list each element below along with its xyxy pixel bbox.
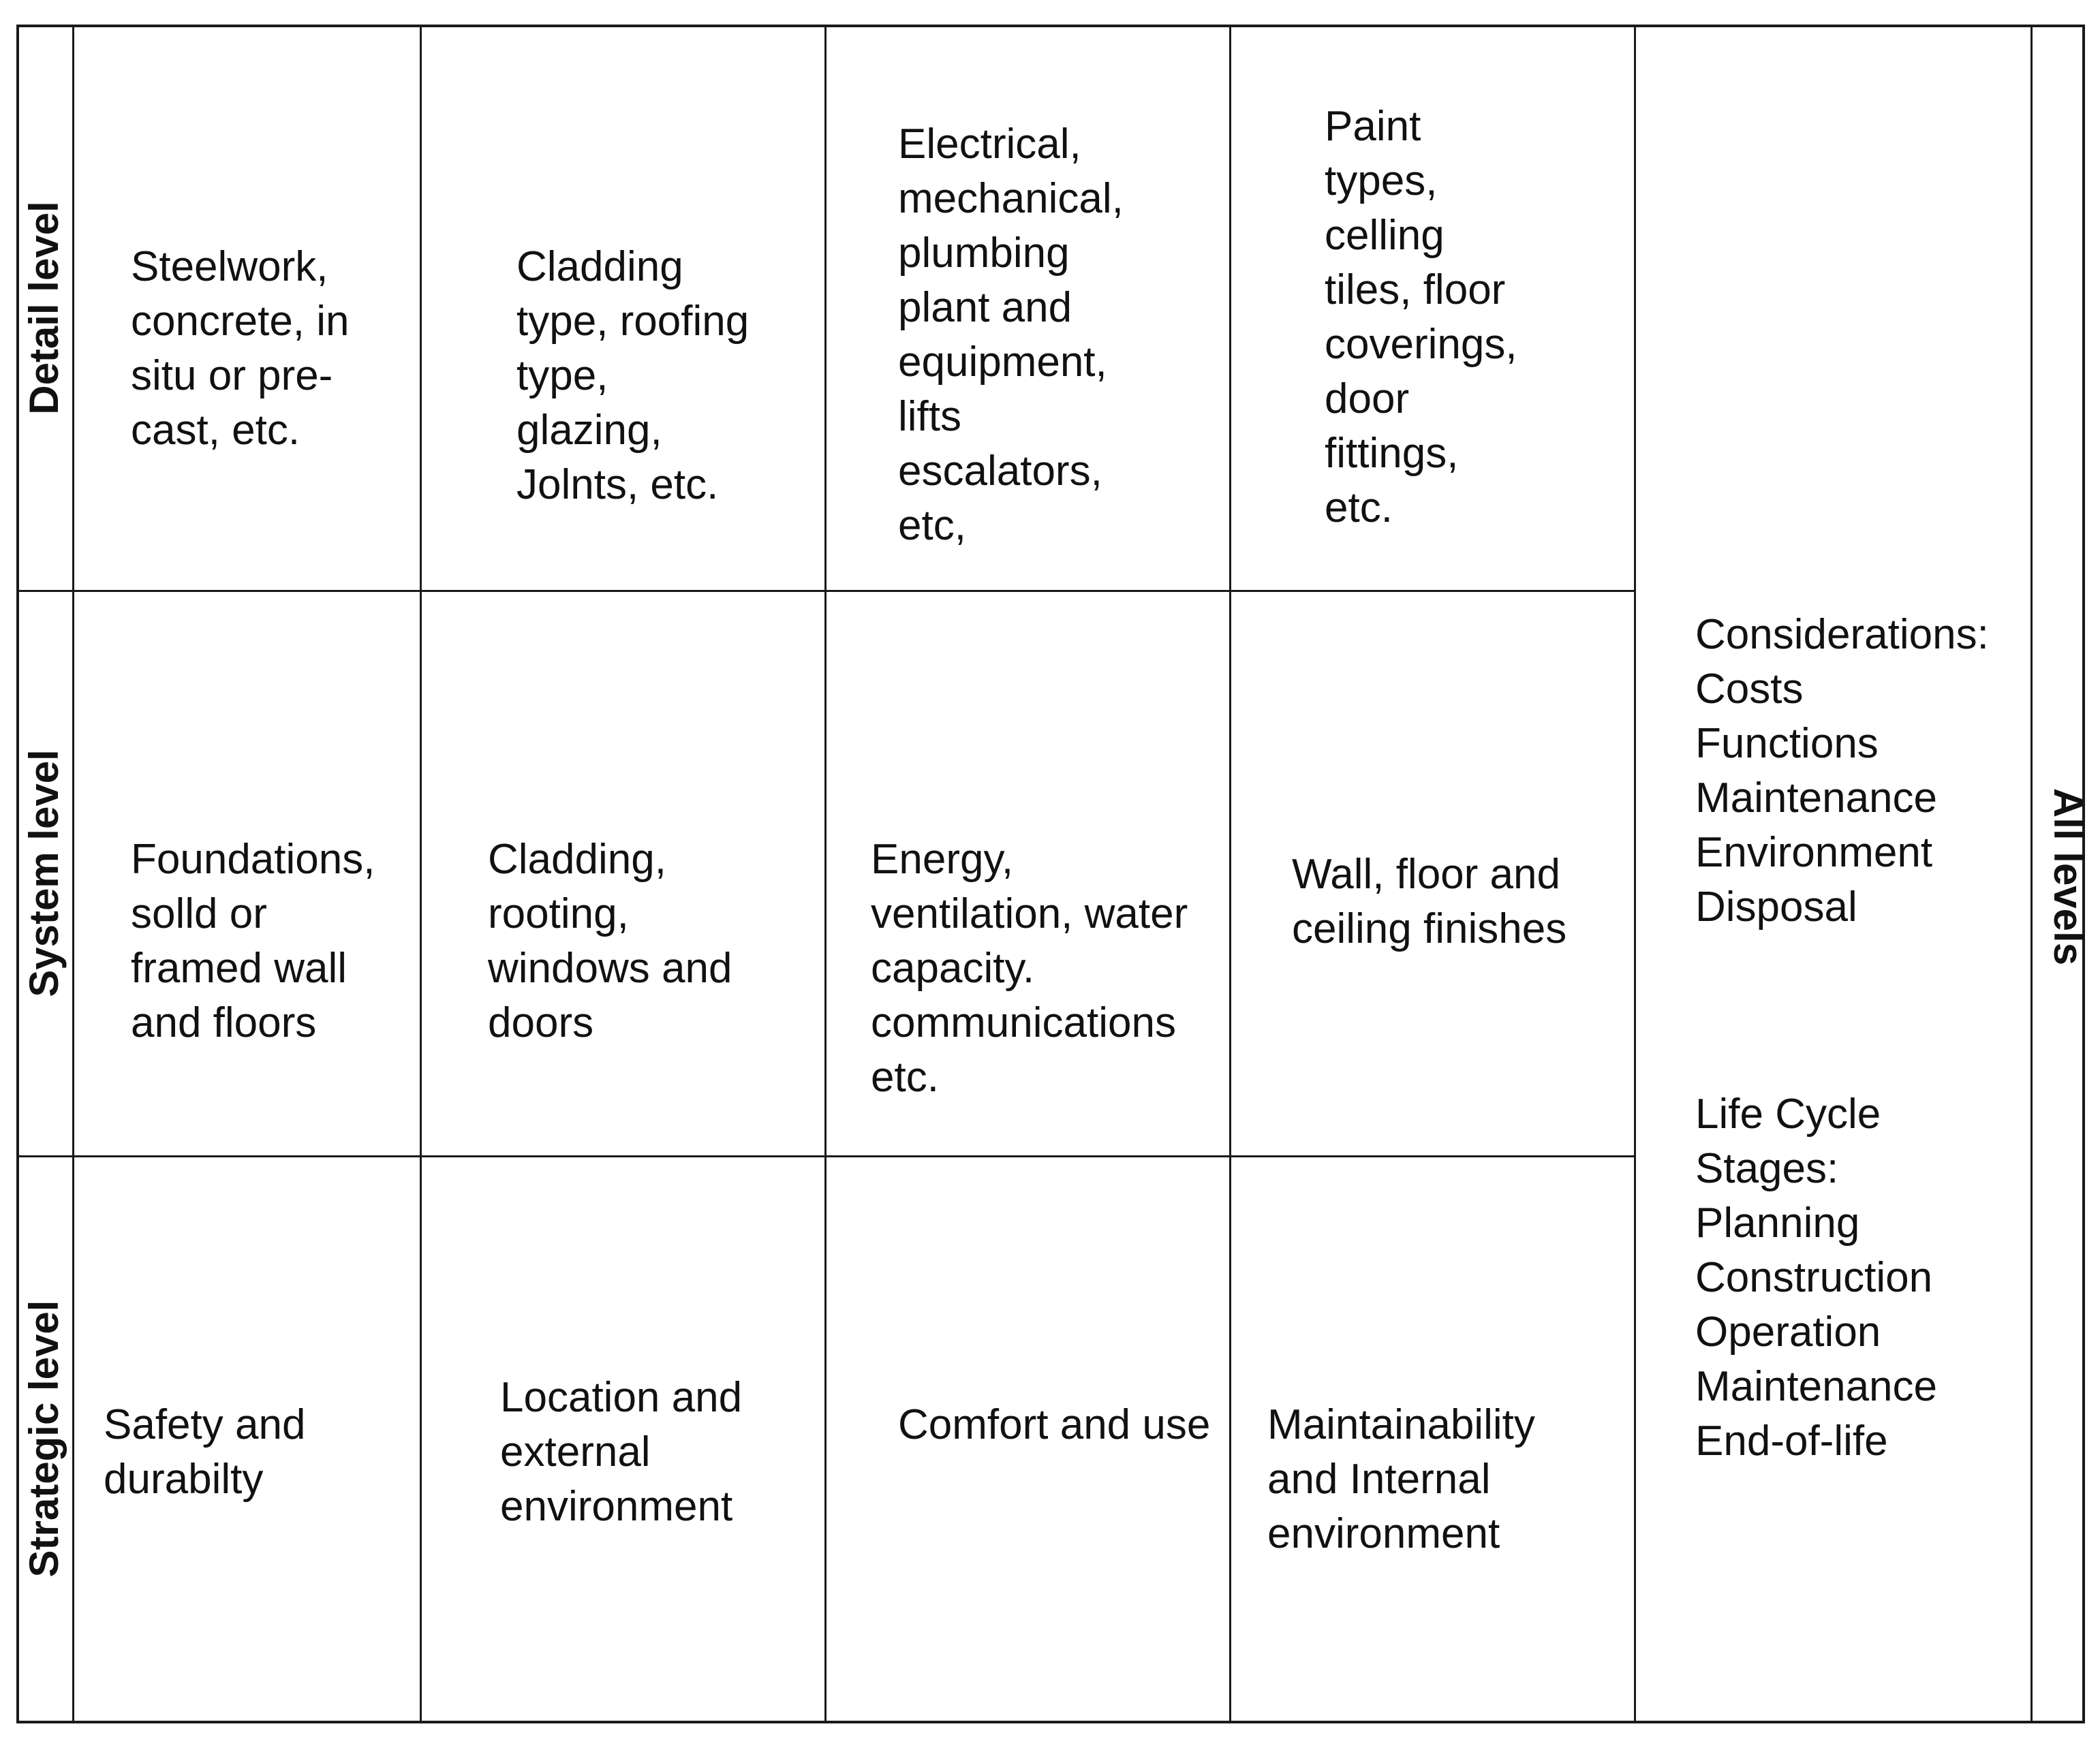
system-structure-cell: Foundations, solld or framed wall and floors [131, 836, 375, 1046]
grid-line-h1 [16, 590, 1635, 592]
strategic-finishes-cell: Maintainability and Internal environment [1267, 1401, 1535, 1557]
detail-finishes-cell: Paint types, celling tiles, floor coverings, door fittings, etc. [1325, 103, 1517, 531]
system-finishes-cell: Wall, floor and ceiling finishes [1292, 851, 1567, 952]
detail-envelope-cell: Cladding type, roofing type, glazing, Jolnts, etc. [516, 243, 750, 508]
grid-line-v6 [2030, 25, 2033, 1723]
system-envelope-cell: Cladding, rooting, windows and doors [488, 836, 732, 1046]
detail-structure-cell: Steelwork, concrete, in situ or pre- cast, etc. [131, 243, 350, 454]
row-label-all: All levels [2045, 787, 2091, 966]
grid-line-v2 [420, 25, 422, 1723]
row-label-strategic: Strategic level [21, 1300, 67, 1578]
row-label-system: System level [21, 749, 67, 997]
grid-line-v3 [824, 25, 827, 1723]
detail-services-cell: Electrical, mechanical, plumbing plant and equipment, lifts escalators, etc, [898, 121, 1124, 549]
system-services-cell: Energy, ventilation, water capacity. communications etc. [871, 836, 1188, 1101]
grid-line-v1 [72, 25, 74, 1723]
row-label-detail: Detail level [21, 201, 67, 415]
considerations-list: Considerations: Costs Functions Maintenance Environment Disposal [1695, 611, 1989, 931]
grid-line-h2 [16, 1155, 1635, 1157]
grid-line-v4 [1229, 25, 1231, 1723]
strategic-envelope-cell: Location and external environment [500, 1374, 743, 1530]
life-cycle-stages-list: Life Cycle Stages: Planning Construction Operation Maintenance End-of-life [1695, 1091, 1938, 1465]
grid-line-v5 [1634, 25, 1636, 1723]
strategic-services-cell: Comfort and use [898, 1401, 1211, 1448]
strategic-structure-cell: Safety and durabilty [104, 1401, 306, 1503]
